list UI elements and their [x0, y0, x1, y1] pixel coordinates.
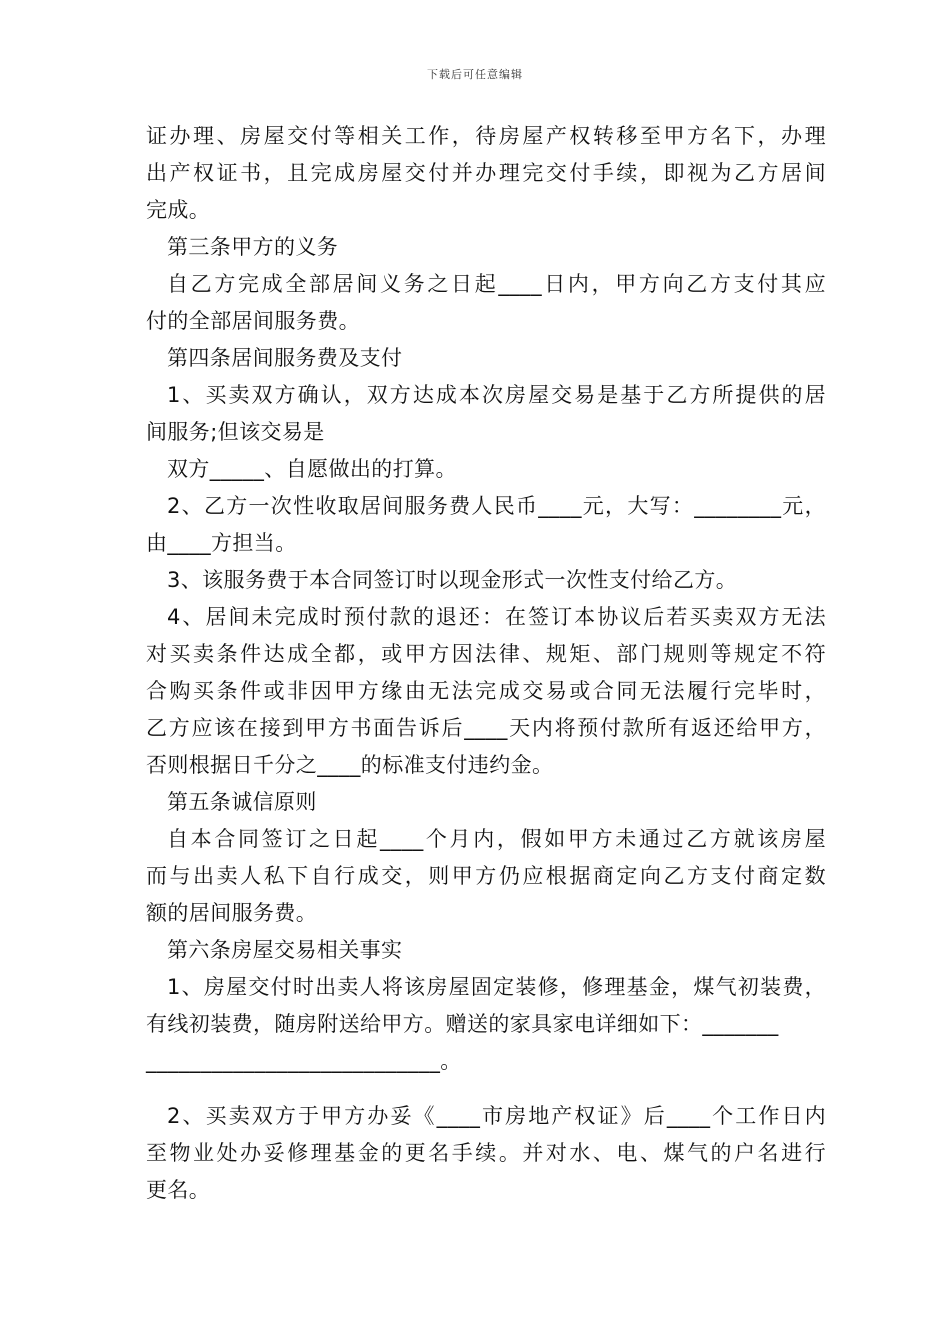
paragraph-gap — [146, 1080, 826, 1098]
text-line: 付的全部居间服务费。 — [146, 309, 360, 333]
text-line: 由____方担当。 — [146, 531, 297, 555]
text-line: 1、买卖双方确认，双方达成本次房屋交易是基于乙方所提供的居 — [167, 383, 826, 407]
text-line: ___________________________。 — [146, 1049, 462, 1073]
text-line: 乙方应该在接到甲方书面告诉后____天内将预付款所有返还给甲方， — [146, 716, 826, 740]
section-heading: 第六条房屋交易相关事实 — [167, 938, 403, 962]
text-line: 自本合同签订之日起____个月内，假如甲方未通过乙方就该房屋 — [167, 827, 826, 851]
text-line: 额的居间服务费。 — [146, 901, 318, 925]
text-line: 完成。 — [146, 198, 211, 222]
text-line: 更名。 — [146, 1178, 211, 1202]
text-line: 自乙方完成全部居间义务之日起____日内，甲方向乙方支付其应 — [167, 272, 826, 296]
text-line: 有线初装费，随房附送给甲方。赠送的家具家电详细如下：_______ — [146, 1012, 779, 1036]
text-line: 3、该服务费于本合同签订时以现金形式一次性支付给乙方。 — [167, 568, 738, 592]
section-heading: 第五条诚信原则 — [167, 790, 317, 814]
text-line: 而与出卖人私下自行成交，则甲方仍应根据商定向乙方支付商定数 — [146, 864, 826, 888]
text-line: 1、房屋交付时出卖人将该房屋固定装修，修理基金，煤气初装费， — [167, 975, 826, 999]
section-heading: 第四条居间服务费及支付 — [167, 346, 403, 370]
document-body — [146, 118, 826, 1209]
text-line: 2、乙方一次性收取居间服务费人民币____元，大写：________元， — [167, 494, 826, 518]
text-line: 对买卖条件达成全都，或甲方因法律、规矩、部门规则等规定不符 — [146, 642, 826, 666]
page-header: 下载后可任意编辑 — [427, 68, 523, 81]
text-line: 2、买卖双方于甲方办妥《____市房地产权证》后____个工作日内 — [167, 1104, 826, 1128]
text-line: 合购买条件或非因甲方缘由无法完成交易或合同无法履行完毕时， — [146, 679, 826, 703]
section-heading: 第三条甲方的义务 — [167, 235, 339, 259]
text-line: 出产权证书，且完成房屋交付并办理完交付手续，即视为乙方居间 — [146, 161, 826, 185]
text-line: 否则根据日千分之____的标准支付违约金。 — [146, 753, 554, 777]
text-line: 证办理、房屋交付等相关工作，待房屋产权转移至甲方名下，办理 — [146, 124, 826, 148]
text-line: 至物业处办妥修理基金的更名手续。并对水、电、煤气的户名进行 — [146, 1141, 826, 1165]
text-line: 4、居间未完成时预付款的退还：在签订本协议后若买卖双方无法 — [167, 605, 826, 629]
text-line: 间服务;但该交易是 — [146, 420, 325, 444]
text-line: 双方_____、自愿做出的打算。 — [167, 457, 457, 481]
